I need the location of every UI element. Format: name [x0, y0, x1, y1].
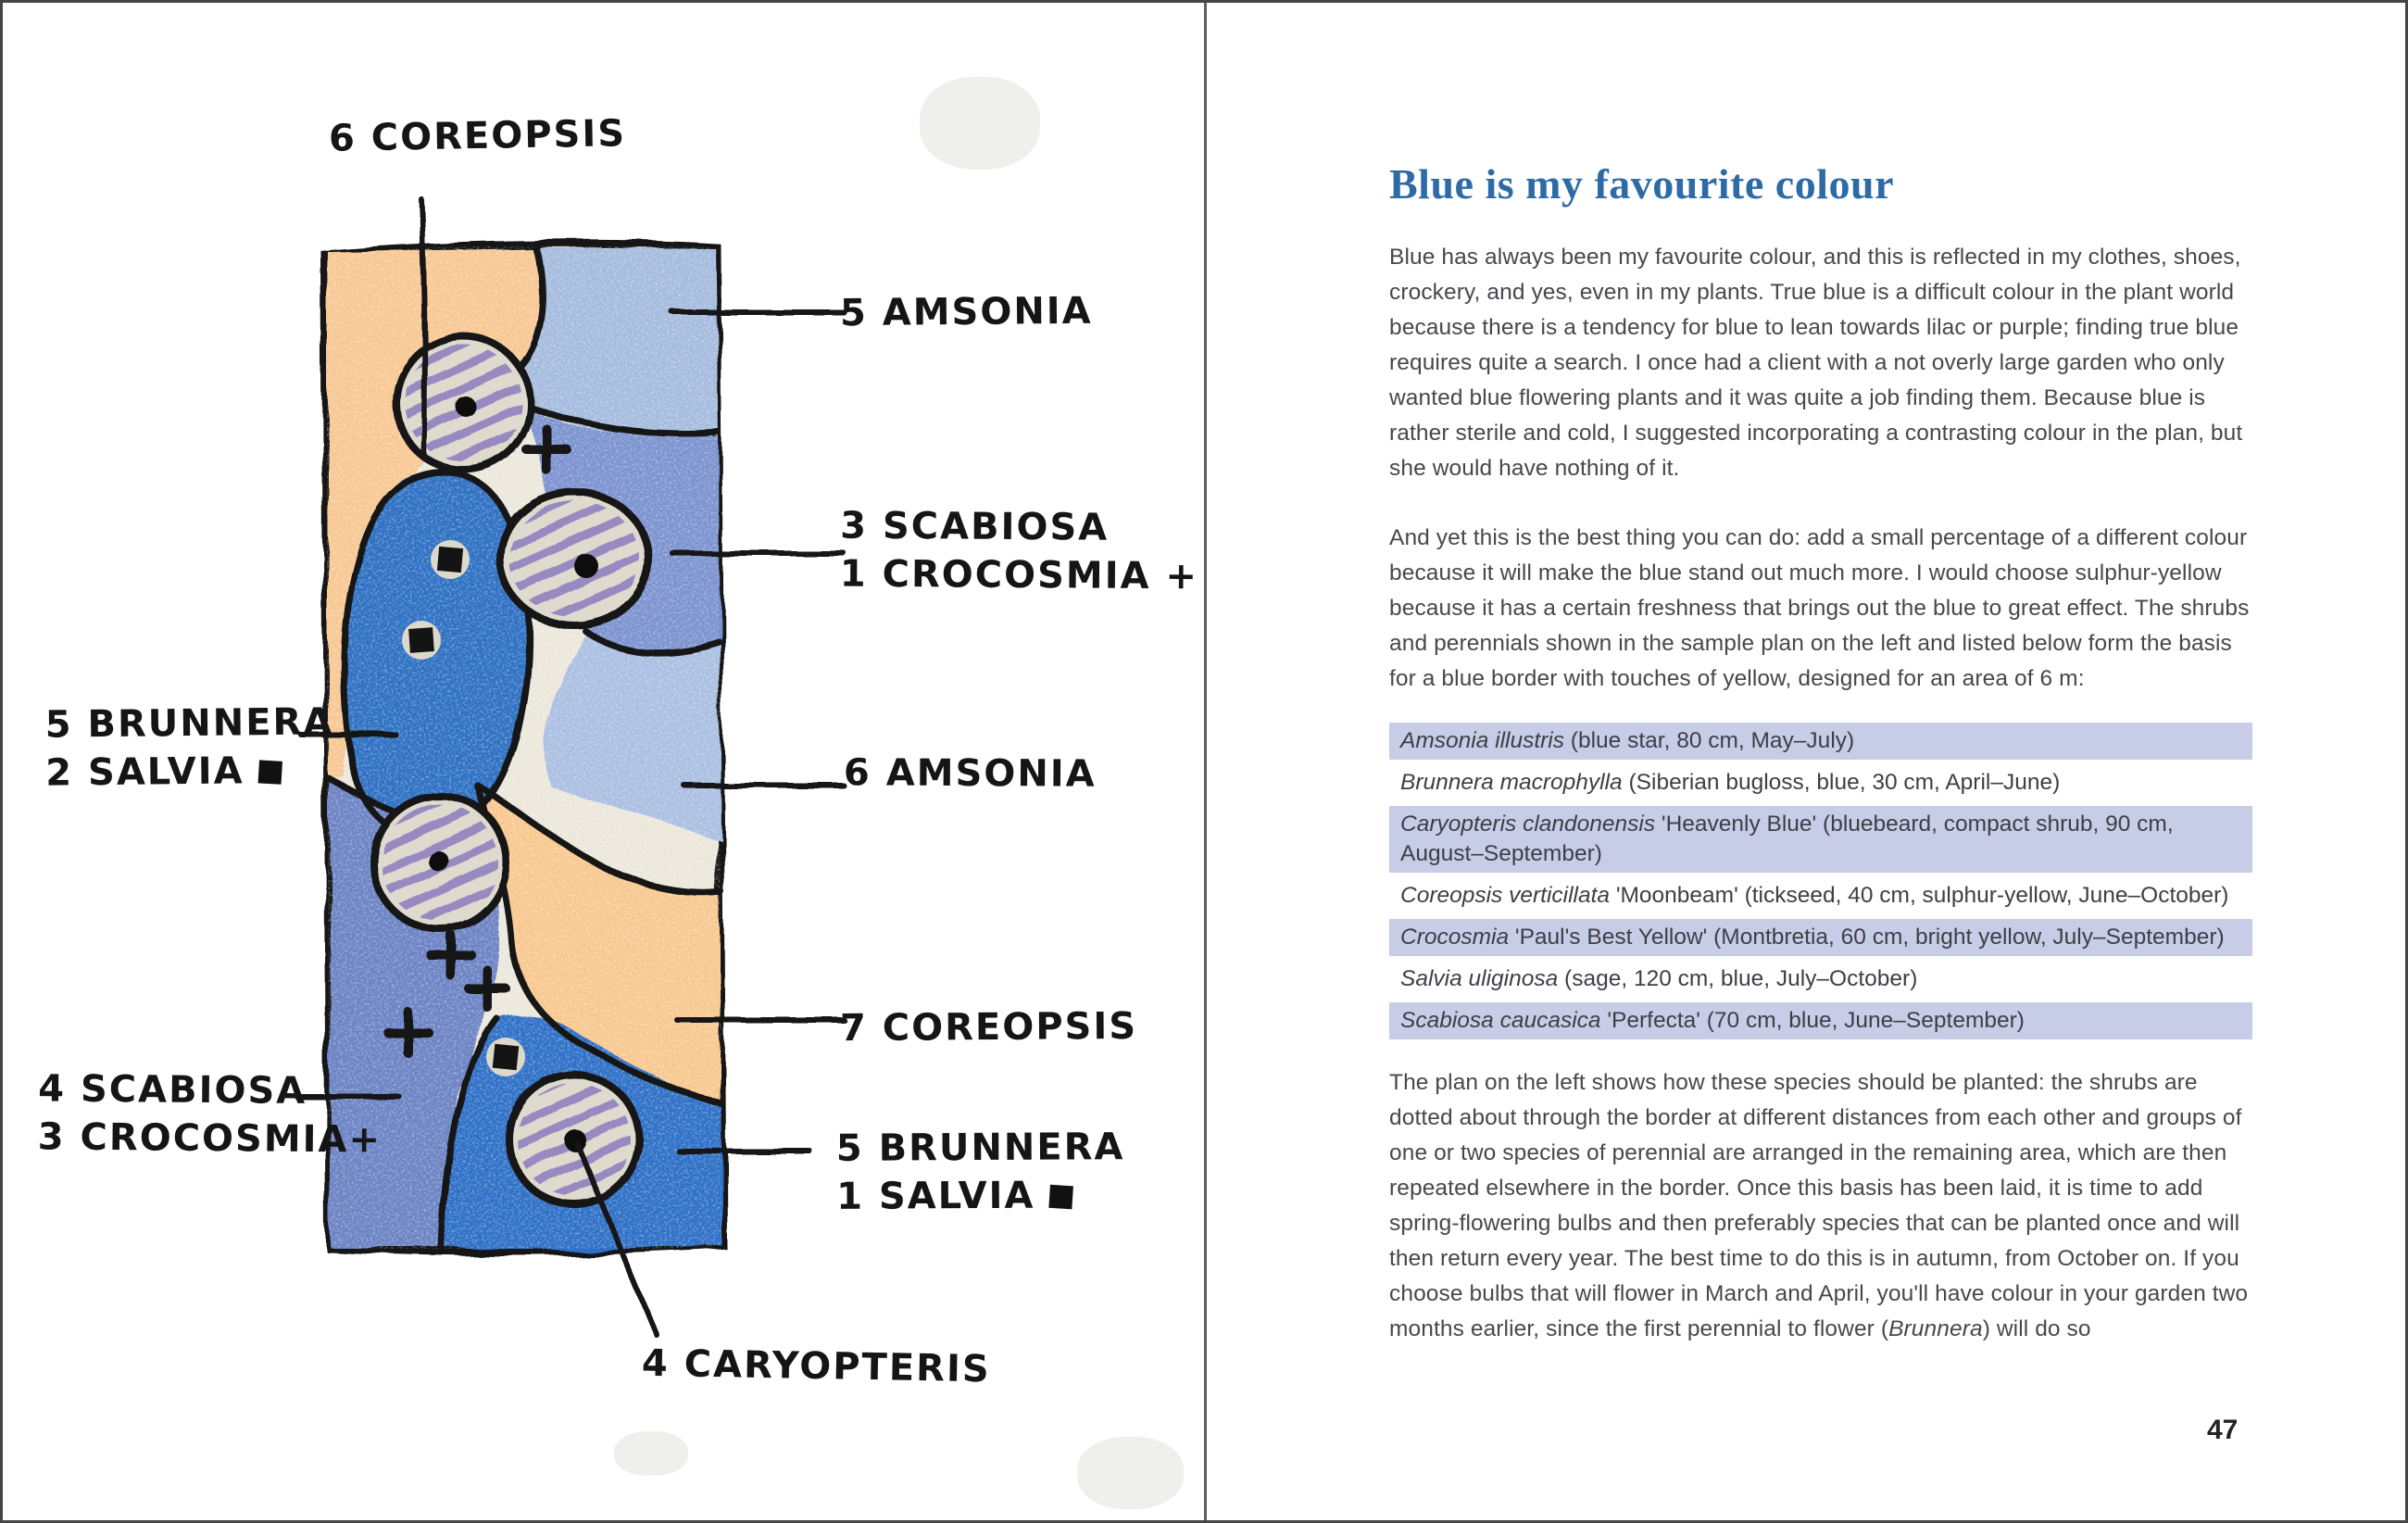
caryopteris-circle: [509, 1075, 639, 1204]
plant-species: Scabiosa caucasica: [1400, 1008, 1601, 1033]
plant-details: 'Heavenly Blue' (bluebeard, compact shrub, 90 cm, August–September): [1400, 812, 2174, 866]
plan-label-text: 5 BRUNNERA: [835, 1126, 1125, 1170]
plan-label-text: 4 SCABIOSA: [38, 1067, 307, 1113]
plan-label-text: 3 SCABIOSA: [840, 504, 1110, 549]
plan-label-text: 1 CROCOSMIA +: [839, 552, 1199, 598]
plant-details: (blue star, 80 cm, May–July): [1564, 728, 1855, 753]
plan-label-brunnera-salvia-right: [836, 1123, 1125, 1221]
salvia-square-icon: [258, 760, 282, 784]
plan-label-amsonia-mid: [844, 749, 1097, 798]
plant-list-row: [1389, 877, 2252, 914]
paragraph-3: [1389, 1065, 2252, 1347]
plan-label-coreopsis-top: [329, 109, 627, 163]
paragraph-3-italic: Brunnera: [1888, 1316, 1983, 1341]
paragraph-2: And yet this is the best thing you can do: add a small percentage of a different colour because it will make the blue stand out much more. I would choose sulphur-yellow because it has a certain freshness that brings out the blue to great effect. The shrubs and perennials shown in the sample plan on the left and listed below form the basis for a blue border with touches of yellow, designed for an area of 6 m:: [1389, 525, 2250, 691]
right-page: [1207, 3, 2408, 1520]
plant-details: 'Paul's Best Yellow' (Montbretia, 60 cm, bright yellow, July–September): [1509, 925, 2225, 950]
shrub-center-dot: [428, 850, 448, 871]
plan-label-text: 3 CROCOSMIA+: [37, 1115, 383, 1162]
plan-label-scabiosa-crocosmia-mid: [840, 502, 1199, 601]
plant-species: Salvia uliginosa: [1400, 966, 1559, 991]
caryopteris-circle: [500, 492, 648, 625]
plan-label-amsonia-top: [840, 287, 1093, 337]
plant-list-row: [1389, 1002, 2252, 1039]
plant-species: Caryopteris clandonensis: [1400, 812, 1656, 837]
salvia-square-icon: [437, 547, 463, 573]
plant-details: (sage, 120 cm, blue, July–October): [1558, 966, 1918, 991]
right-page-content: [1389, 160, 2252, 1381]
caryopteris-circle: [396, 336, 530, 470]
shrub-center-dot: [456, 396, 476, 417]
caryopteris-circle: [373, 796, 507, 929]
plan-label-brunnera-salvia-left: [44, 698, 334, 797]
plant-species: Crocosmia: [1400, 925, 1510, 950]
salvia-square-icon: [1049, 1185, 1074, 1210]
plan-label-text: 4 CARYOPTERIS: [641, 1341, 992, 1391]
left-page: [3, 3, 1204, 1520]
shrub-center-dot: [564, 1129, 586, 1152]
plant-details: 'Perfecta' (70 cm, blue, June–September): [1600, 1008, 2025, 1033]
salvia-square-icon: [493, 1044, 520, 1071]
shrub-center-dot: [574, 554, 598, 578]
plant-species: Coreopsis verticillata: [1400, 883, 1611, 908]
plan-label-text: 6 AMSONIA: [843, 751, 1097, 796]
plant-species: Brunnera macrophylla: [1400, 770, 1623, 795]
plan-label-text: 6 COREOPSIS: [328, 112, 627, 160]
plan-label-text: 7 COREOPSIS: [839, 1004, 1138, 1051]
paragraph-3-text: The plan on the left shows how these species should be planted: the shrubs are dotted about through the border at different distances from each other and groups of one or two species of perennial are arranged in the remaining area, which are then repeated elsewhere in the border. Once this basis has been laid, it is time to add spring-flowering bulbs and then preferably species that can be planted once and will then return every year. The best time to do this is in autumn, from October on. If you choose bulbs that will flower in March and April, you'll have colour in your garden two months earlier, since the first perennial to flower (: [1389, 1070, 2249, 1341]
plant-details: 'Moonbeam' (tickseed, 40 cm, sulphur-yellow, June–October): [1610, 883, 2229, 908]
plan-label-text: 1 SALVIA: [836, 1171, 1125, 1221]
plant-details: (Siberian bugloss, blue, 30 cm, April–June): [1622, 770, 2061, 795]
paragraph-3-text: ) will do so: [1982, 1316, 2091, 1341]
plant-species: Amsonia illustris: [1400, 728, 1564, 753]
plan-label-text: 2 SALVIA: [45, 746, 334, 797]
paragraph-1: Blue has always been my favourite colour, and this is reflected in my clothes, shoes, crockery, and yes, even in my plants. True blue is a difficult colour in the plant world because there is a tendency for blue to lean towards lilac or purple; finding true blue requires quite a search. I once had a client with a not overly large garden who only wanted blue flowering plants and it was quite a job finding them. Because blue is rather sterile and cold, I suggested incorporating a contrasting colour in the plan, but she would have nothing of it.: [1389, 245, 2243, 481]
plan-label-coreopsis-mid: [840, 1002, 1137, 1052]
plant-list: [1389, 723, 2252, 1039]
plant-list-row: [1389, 723, 2252, 760]
plant-list-row: [1389, 919, 2252, 956]
plan-label-text: 5 BRUNNERA: [44, 700, 334, 747]
page-number: 47: [2207, 1415, 2239, 1445]
plan-label-caryopteris-bottom: [642, 1340, 992, 1394]
plant-list-row: [1389, 806, 2252, 873]
plant-list-row: [1389, 961, 2252, 998]
salvia-square-icon: [408, 627, 434, 653]
plan-label-scabiosa-crocosmia-bottom: [38, 1064, 383, 1164]
plan-label-text: 5 AMSONIA: [839, 289, 1093, 335]
plant-list-row: [1389, 764, 2252, 801]
page-title: Blue is my favourite colour: [1389, 160, 1894, 208]
